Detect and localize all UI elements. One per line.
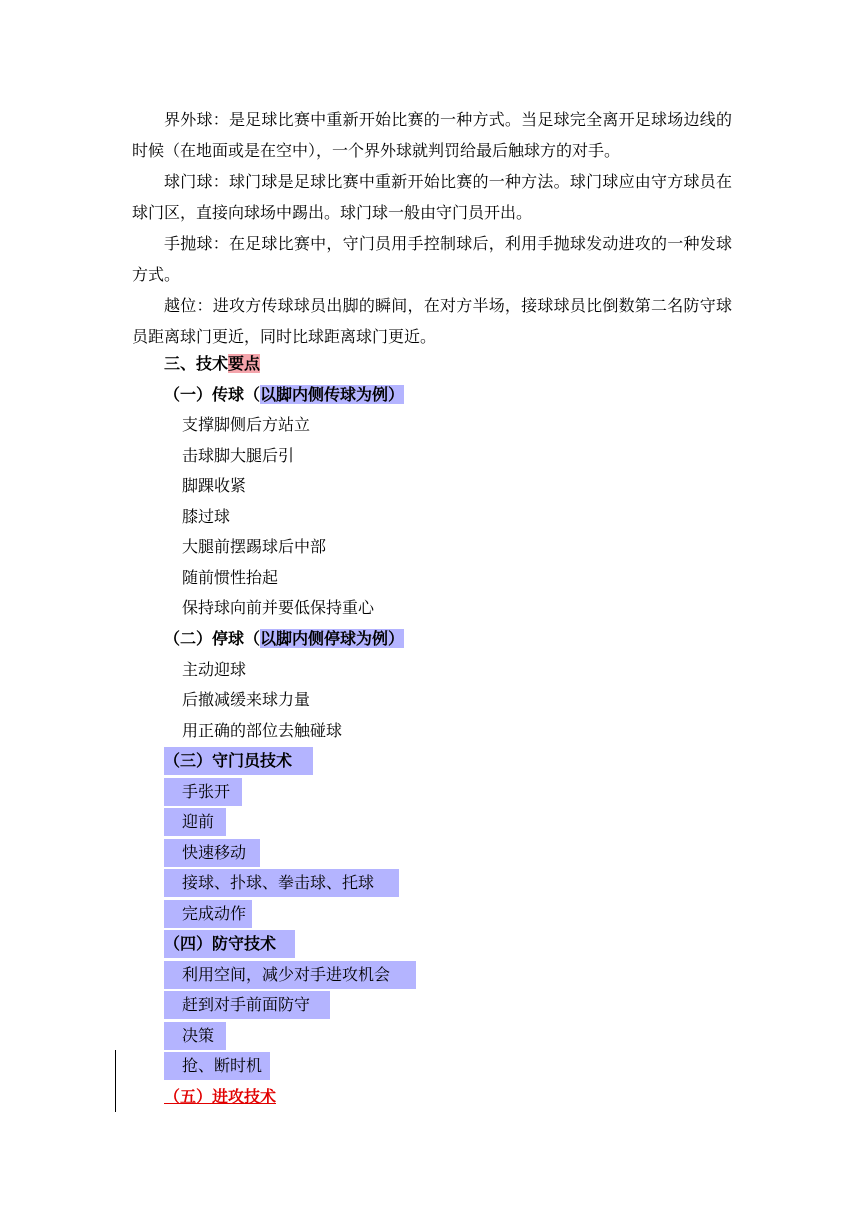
list-item: 完成动作 [182,904,247,923]
paragraph-goalkeeper-throw: 手抛球：在足球比赛中，守门员用手控制球后，利用手抛球发动进攻的一种发球方式。 [132,234,732,284]
subheading-passing [164,381,404,409]
list-item: 保持球向前并要低保持重心 [182,598,375,617]
list-item: 迎前 [182,812,215,831]
list-item: 手张开 [182,782,231,801]
list-item: 用正确的部位去触碰球 [182,721,343,740]
list-item: 抢、断时机 [182,1056,263,1075]
paragraph-throw-in: 界外球：是足球比赛中重新开始比赛的一种方式。当足球完全离开足球场边线的时候（在地面或是在空中），一个界外球就判罚给最后触球方的对手。 [132,110,732,160]
section-heading-prefix: 三、技术 [164,354,229,373]
subheading-goalkeeper: （三）守门员技术 [164,751,293,770]
subheading-stopping [164,625,404,653]
subheading-attack: （五）进攻技术 [164,1087,277,1106]
paragraph-offside: 越位：进攻方传球球员出脚的瞬间，在对方半场，接球球员比倒数第二名防守球员距离球门更近，同时比球距离球门更近。 [132,296,732,346]
subheading-passing-highlight: 以脚内侧传球为例） [260,385,405,404]
revision-change-bar [115,1050,116,1112]
list-item: 快速移动 [182,843,247,862]
subheading-passing-prefix: （一）传球（ [164,385,261,404]
list-item: 膝过球 [182,507,231,526]
subheading-defense: （四）防守技术 [164,934,277,953]
section-heading-highlight: 要点 [228,354,261,373]
list-item: 接球、扑球、拳击球、托球 [182,873,375,892]
list-item: 利用空间，减少对手进攻机会 [182,965,391,984]
paragraph-goal-kick: 球门球：球门球是足球比赛中重新开始比赛的一种方法。球门球应由守方球员在球门区，直接向球场中踢出。球门球一般由守门员开出。 [132,172,732,222]
list-item: 决策 [182,1026,215,1045]
list-item: 随前惯性抬起 [182,568,279,587]
subheading-stopping-prefix: （二）停球（ [164,629,261,648]
list-item: 支撑脚侧后方站立 [182,415,311,434]
list-item: 赶到对手前面防守 [182,995,311,1014]
section-heading-technique [164,350,260,378]
list-item: 大腿前摆踢球后中部 [182,537,327,556]
list-item: 主动迎球 [182,660,247,679]
list-item: 脚踝收紧 [182,476,247,495]
subheading-stopping-highlight: 以脚内侧停球为例） [260,629,405,648]
list-item: 后撤减缓来球力量 [182,690,311,709]
list-item: 击球脚大腿后引 [182,446,295,465]
